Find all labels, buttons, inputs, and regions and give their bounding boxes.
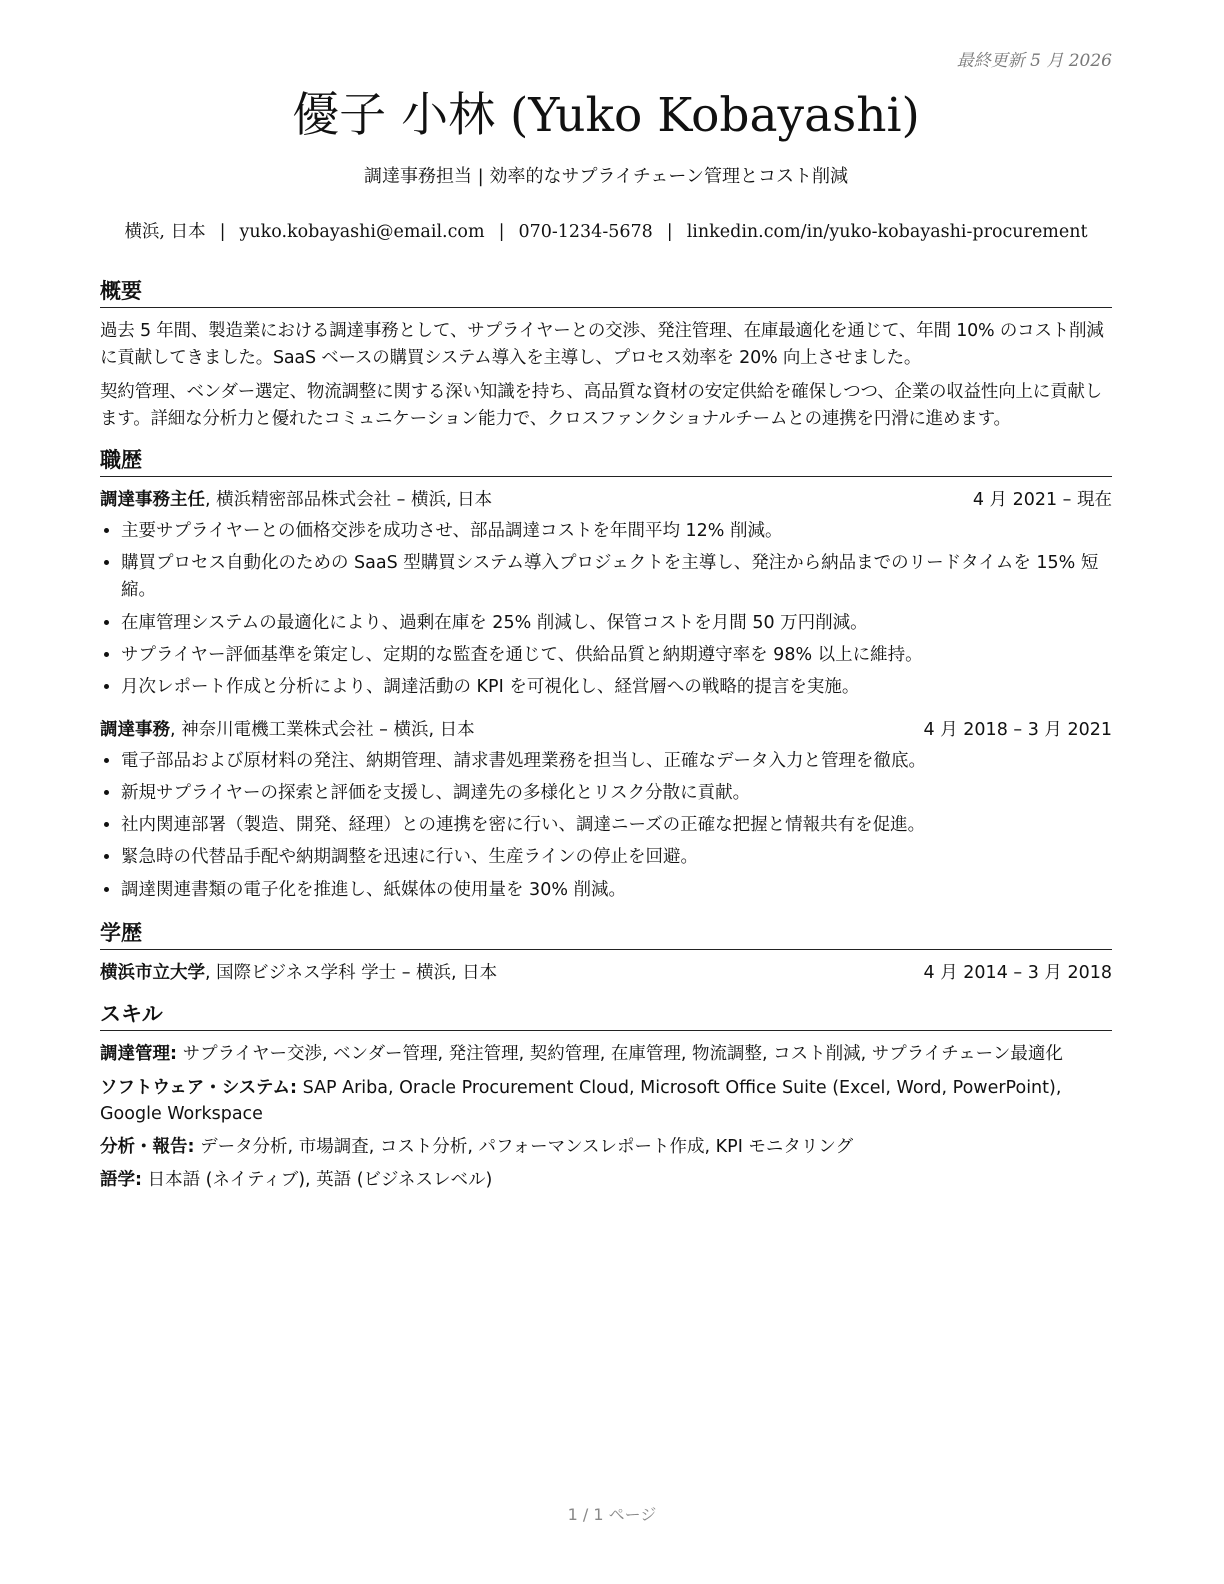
skill-text: サプライヤー交渉, ベンダー管理, 発注管理, 契約管理, 在庫管理, 物流調整, コスト削減, サプライチェーン最適化	[177, 1044, 1063, 1065]
summary-paragraph: 過去 5 年間、製造業における調達事務として、サプライヤーとの交渉、発注管理、在庫最適化を通じて、年間 10% のコスト削減に貢献してきました。SaaS ベースの購買システム導入を主導し、プロセス効率を 20% 向上させました。	[100, 321, 1104, 369]
list-item: • 購買プロセス自動化のための SaaS 型購買システム導入プロジェクトを主導し、発注から納品までのリードタイムを 15% 短縮。	[121, 550, 1112, 604]
skill-line	[100, 1041, 1112, 1067]
summary-paragraph: 契約管理、ベンダー選定、物流調整に関する深い知識を持ち、高品質な資材の安定供給を確保しつつ、企業の収益性向上に貢献します。詳細な分析力と優れたコミュニケーション能力で、クロスファンクショナルチームとの連携を円滑に進めます。	[100, 381, 1102, 429]
section-title-education: 学歴	[100, 920, 1112, 950]
contact-separator: |	[219, 222, 226, 243]
contact-phone[interactable]: 070-1234-5678	[518, 222, 653, 243]
job-header	[100, 487, 1112, 514]
list-item: • 在庫管理システムの最適化により、過剰在庫を 25% 削減し、保管コストを月間 50 万円削減。	[121, 610, 1112, 637]
page-number: 1 / 1 ページ	[567, 1505, 657, 1524]
last-updated: 最終更新 5 月 2026	[956, 51, 1112, 71]
contact-separator: |	[666, 222, 673, 243]
contact-location: 横浜, 日本	[124, 222, 206, 243]
education-section	[100, 920, 1112, 987]
education-entry	[100, 960, 1112, 987]
job-org: , 横浜精密部品株式会社 – 横浜, 日本	[205, 490, 493, 511]
section-title-skills: スキル	[100, 1001, 1112, 1031]
summary-section	[100, 278, 1112, 433]
contact-separator: |	[498, 222, 505, 243]
education-detail: , 国際ビジネス学科 学士 – 横浜, 日本	[205, 963, 498, 984]
skills-section	[100, 1001, 1112, 1194]
skill-line	[100, 1167, 1112, 1193]
education-school: 横浜市立大学	[100, 963, 205, 984]
skill-text: 日本語 (ネイティブ), 英語 (ビジネスレベル)	[142, 1170, 493, 1191]
skill-category: ソフトウェア・システム:	[100, 1077, 298, 1098]
section-title-summary: 概要	[100, 278, 1112, 308]
skill-text: データ分析, 市場調査, コスト分析, パフォーマンスレポート作成, KPI モニタリング	[194, 1137, 854, 1158]
skill-line	[100, 1075, 1112, 1128]
job-entry	[100, 487, 1112, 701]
education-school-detail	[100, 960, 497, 987]
skill-category: 調達管理:	[100, 1044, 177, 1065]
job-dates: 4 月 2021 – 現在	[972, 490, 1112, 511]
experience-section	[100, 447, 1112, 904]
job-entry	[100, 717, 1112, 904]
job-role: 調達事務	[100, 719, 170, 740]
job-bullets	[100, 518, 1112, 701]
contact-email[interactable]: yuko.kobayashi@email.com	[239, 222, 485, 243]
list-item: • 主要サプライヤーとの価格交渉を成功させ、部品調達コストを年間平均 12% 削減。	[121, 518, 1112, 545]
contact-linkedin[interactable]: linkedin.com/in/yuko-kobayashi-procurement	[686, 222, 1088, 243]
job-role-org	[100, 487, 492, 514]
skill-category: 分析・報告:	[100, 1137, 195, 1158]
list-item: • 新規サプライヤーの探索と評価を支援し、調達先の多様化とリスク分散に貢献。	[121, 780, 1112, 807]
resume-header	[100, 88, 1112, 243]
list-item: • 社内関連部署（製造、開発、経理）との連携を密に行い、調達ニーズの正確な把握と情報共有を促進。	[121, 812, 1112, 839]
job-bullets	[100, 748, 1112, 904]
list-item: • 月次レポート作成と分析により、調達活動の KPI を可視化し、経営層への戦略的提言を実施。	[121, 674, 1112, 701]
list-item: • 電子部品および原材料の発注、納期管理、請求書処理業務を担当し、正確なデータ入力と管理を徹底。	[121, 748, 1112, 775]
section-title-experience: 職歴	[100, 447, 1112, 477]
tagline: 調達事務担当 | 効率的なサプライチェーン管理とコスト削減	[363, 166, 849, 188]
candidate-name: 優子 小林 (Yuko Kobayashi)	[292, 88, 920, 143]
skill-line	[100, 1134, 1112, 1160]
list-item: • サプライヤー評価基準を策定し、定期的な監査を通じて、供給品質と納期遵守率を 98% 以上に維持。	[121, 642, 1112, 669]
job-header	[100, 717, 1112, 744]
skill-text: SAP Ariba, Oracle Procurement Cloud, Microsoft Office Suite (Excel, Word, PowerPoint), Google Workspace	[100, 1077, 1062, 1124]
skill-category: 語学:	[100, 1170, 142, 1191]
education-dates: 4 月 2014 – 3 月 2018	[923, 963, 1112, 984]
list-item: • 調達関連書類の電子化を推進し、紙媒体の使用量を 30% 削減。	[121, 877, 1112, 904]
job-role-org	[100, 717, 475, 744]
job-org: , 神奈川電機工業株式会社 – 横浜, 日本	[170, 719, 475, 740]
list-item: • 緊急時の代替品手配や納期調整を迅速に行い、生産ラインの停止を回避。	[121, 844, 1112, 871]
job-dates: 4 月 2018 – 3 月 2021	[923, 719, 1112, 740]
resume-body	[100, 278, 1112, 1208]
contact-line	[100, 218, 1112, 243]
job-role: 調達事務主任	[100, 490, 205, 511]
